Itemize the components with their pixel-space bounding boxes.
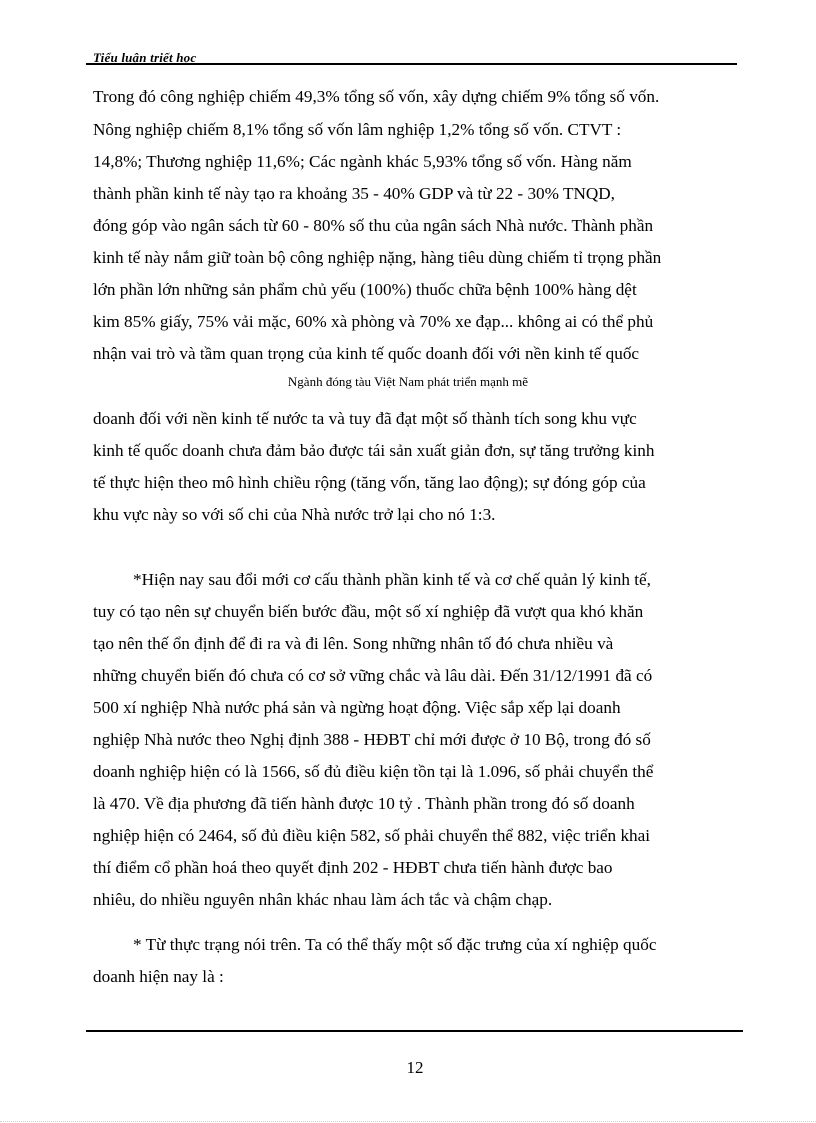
- text-line: là 470. Về địa phương đã tiến hành được 10 tỷ . Thành phần trong đó số doanh: [93, 794, 635, 813]
- text-line: doanh nghiệp hiện có là 1566, số đủ điều kiện tồn tại là 1.096, số phải chuyển thể: [93, 762, 654, 781]
- text-line: * Từ thực trạng nói trên. Ta có thể thấy một số đặc trưng của xí nghiệp quốc: [133, 935, 657, 954]
- text-line: nghiệp hiện có 2464, số đủ điều kiện 582, số phải chuyển thể 882, việc triển khai: [93, 826, 651, 845]
- image-caption: Ngành đóng tàu Việt Nam phát triển mạnh mẽ: [287, 374, 529, 389]
- text-line: tạo nên thế ổn định để đi ra và đi lên. Song những nhân tố đó chưa nhiều và: [93, 634, 614, 653]
- page-number: 12: [406, 1058, 424, 1077]
- text-line: nhiêu, do nhiều nguyên nhân khác nhau làm ách tắc và chậm chạp.: [93, 890, 553, 909]
- header-divider: [86, 63, 737, 65]
- text-line: đóng góp vào ngân sách từ 60 - 80% số thu của ngân sách Nhà nước. Thành phần: [93, 216, 654, 235]
- text-line: nghiệp Nhà nước theo Nghị định 388 - HĐBT chỉ mới được ở 10 Bộ, trong đó số: [93, 730, 651, 749]
- text-line: kinh tế này nắm giữ toàn bộ công nghiệp nặng, hàng tiêu dùng chiếm tỉ trọng phần: [93, 248, 662, 267]
- text-line: *Hiện nay sau đổi mới cơ cấu thành phần kinh tế và cơ chế quản lý kinh tế,: [133, 570, 651, 589]
- text-line: 500 xí nghiệp Nhà nước phá sản và ngừng hoạt động. Việc sắp xếp lại doanh: [93, 698, 621, 717]
- text-line: khu vực này so với số chi của Nhà nước trở lại cho nó 1:3.: [93, 505, 496, 524]
- text-line: Trong đó công nghiệp chiếm 49,3% tổng số vốn, xây dựng chiếm 9% tổng số vốn.: [93, 87, 660, 106]
- text-line: thành phần kinh tế này tạo ra khoảng 35 - 40% GDP và từ 22 - 30% TNQD,: [93, 184, 615, 203]
- header-title: Tiểu luận triết học: [93, 50, 197, 65]
- text-line: thí điểm cổ phần hoá theo quyết định 202 - HĐBT chưa tiến hành được bao: [93, 858, 613, 877]
- page-edge: [0, 1121, 816, 1122]
- text-line: 14,8%; Thương nghiệp 11,6%; Các ngành khác 5,93% tổng số vốn. Hàng năm: [93, 152, 632, 171]
- text-line: tuy có tạo nên sự chuyển biến bước đầu, một số xí nghiệp đã vượt qua khó khăn: [93, 602, 644, 621]
- text-line: doanh đối với nền kinh tế nước ta và tuy đã đạt một số thành tích song khu vực: [93, 409, 637, 428]
- text-line: Nông nghiệp chiếm 8,1% tổng số vốn lâm nghiệp 1,2% tổng số vốn. CTVT :: [93, 120, 622, 139]
- text-line: những chuyển biến đó chưa có cơ sở vững chắc và lâu dài. Đến 31/12/1991 đã có: [93, 666, 653, 685]
- text-line: doanh hiện nay là :: [93, 967, 224, 986]
- text-line: kim 85% giấy, 75% vải mặc, 60% xà phòng và 70% xe đạp... không ai có thể phủ: [93, 312, 654, 331]
- footer-divider: [86, 1030, 743, 1032]
- text-line: tế thực hiện theo mô hình chiều rộng (tăng vốn, tăng lao động); sự đóng góp của: [93, 473, 646, 492]
- text-line: kinh tế quốc doanh chưa đảm bảo được tái sản xuất giản đơn, sự tăng trưởng kinh: [93, 441, 655, 460]
- text-line: lớn phần lớn những sản phẩm chủ yếu (100%) thuốc chữa bệnh 100% hàng dệt: [93, 280, 637, 299]
- text-line: nhận vai trò và tầm quan trọng của kinh tế quốc doanh đối với nền kinh tế quốc: [93, 344, 640, 363]
